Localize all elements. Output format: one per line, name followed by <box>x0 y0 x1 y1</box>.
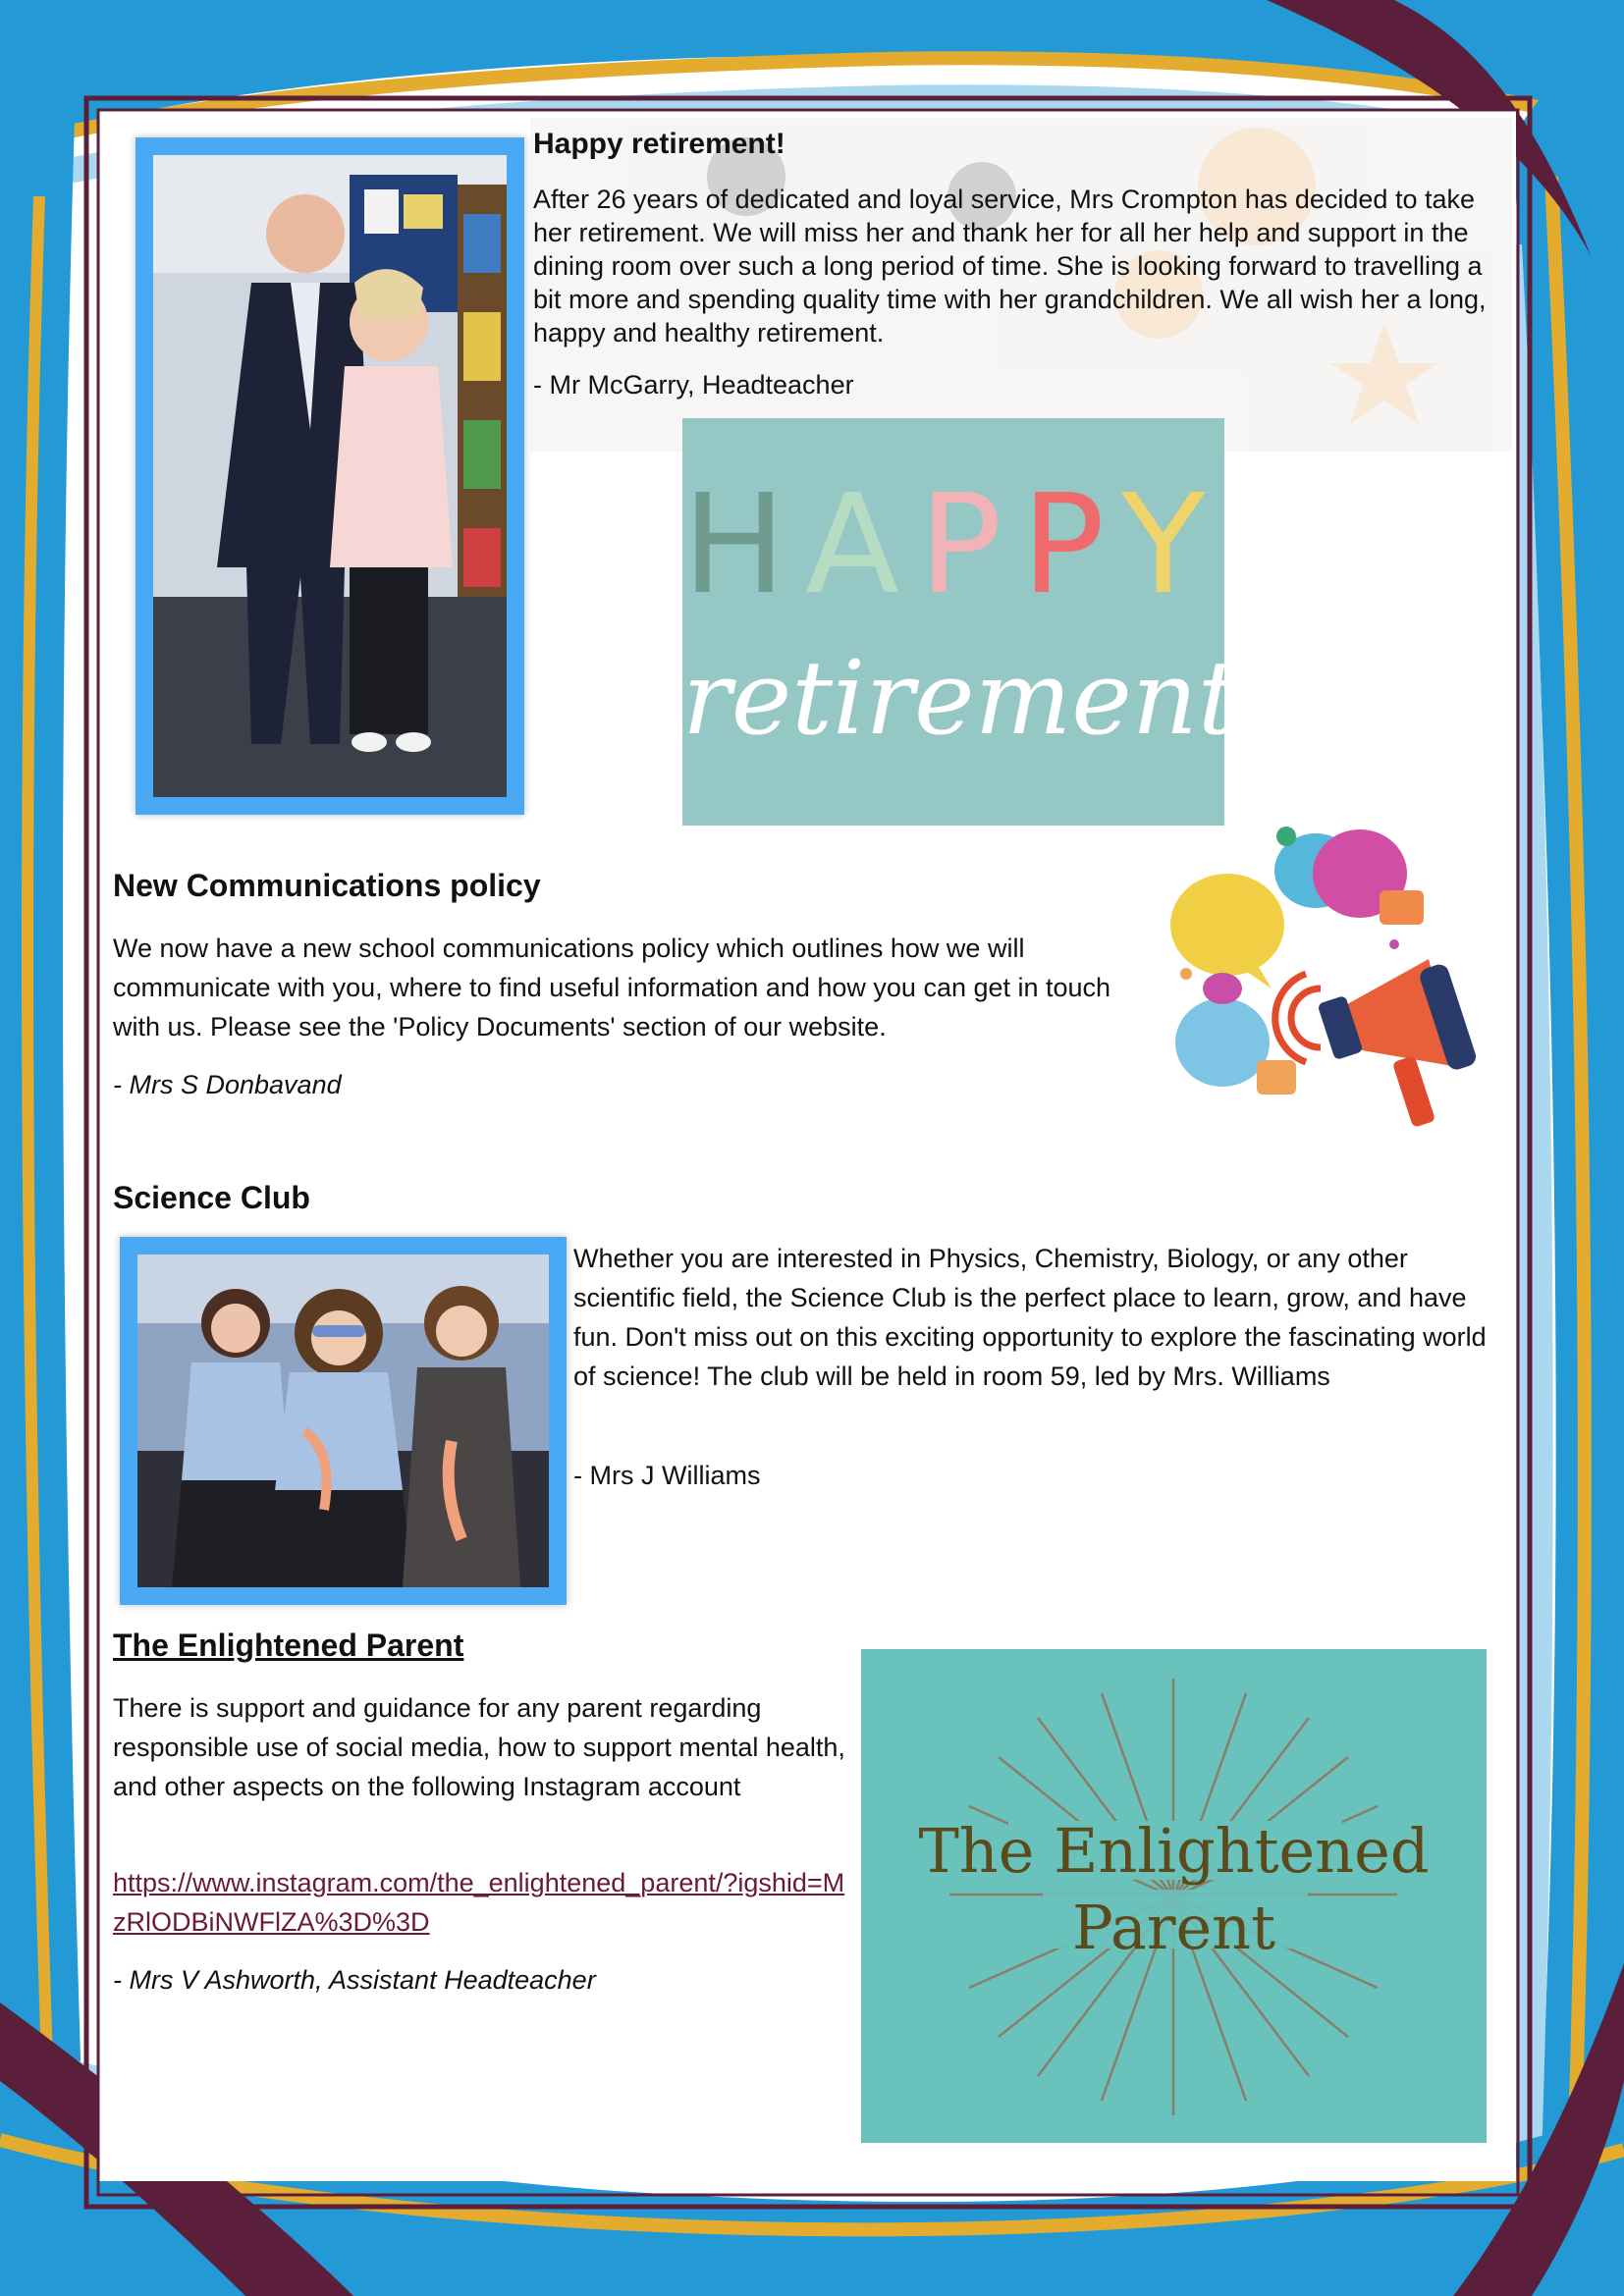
enlightened-signature: - Mrs V Ashworth, Assistant Headteacher <box>113 1965 596 1995</box>
happy-letter-y: Y <box>1120 465 1225 625</box>
enlightened-parent-logo <box>861 1649 1487 2143</box>
logo-line2: Parent <box>1071 1892 1276 1963</box>
science-body: Whether you are interested in Physics, Chemistry, Biology, or any other scientific field, the Science Club is the perfect place to learn, grow, and have fun. Don't miss out on this exciting opportunity to explore the fascinating world of science! The club will be held in room 59, led by Mrs. Williams <box>573 1244 1487 1391</box>
happy-letter-p2: P <box>1021 465 1121 625</box>
megaphone-speech-bubbles-icon <box>1159 817 1502 1150</box>
retirement-photo <box>135 137 524 815</box>
retirement-script: retirement <box>682 638 1239 758</box>
science-club-photo-image <box>137 1255 549 1587</box>
communications-title: New Communications policy <box>113 868 541 903</box>
science-club-photo <box>120 1237 567 1605</box>
retirement-body: After 26 years of dedicated and loyal service, Mrs Crompton has decided to take her retirement. We will miss her and thank her for all her help and support in the dining room over such a long period of time. She is looking forward to travelling a bit more and spending quality time with her grandchildren. We all wish her a long, happy and healthy retirement. <box>533 185 1487 347</box>
retirement-signature: - Mr McGarry, Headteacher <box>533 370 854 400</box>
happy-retirement-card <box>682 418 1239 826</box>
enlightened-title[interactable]: The Enlightened Parent <box>113 1628 464 1663</box>
retirement-photo-image <box>153 155 507 797</box>
happy-letter-p1: P <box>919 465 1022 625</box>
logo-line1: The Enlightened <box>918 1815 1430 1887</box>
enlightened-body: There is support and guidance for any parent regarding responsible use of social media, how to support mental health, and other aspects on the following Instagram account <box>113 1693 845 1801</box>
enlightened-link-wrap <box>113 1863 854 1942</box>
happy-letters <box>682 465 1225 625</box>
communications-signature: - Mrs S Donbavand <box>113 1070 342 1099</box>
happy-letter-h: H <box>682 465 806 625</box>
science-signature: - Mrs J Williams <box>573 1461 761 1490</box>
science-title: Science Club <box>113 1180 310 1215</box>
happy-letter-a: A <box>805 465 920 625</box>
retirement-title: Happy retirement! <box>533 128 785 160</box>
communications-body: We now have a new school communications policy which outlines how we will communicate with you, where to find useful information and how you can get in touch with us. Please see the 'Policy Documents' section of our website. <box>113 934 1111 1041</box>
instagram-link[interactable]: https://www.instagram.com/the_enlightened_parent/?igshid=MzRlODBiNWFlZA%3D%3D <box>113 1868 845 1937</box>
